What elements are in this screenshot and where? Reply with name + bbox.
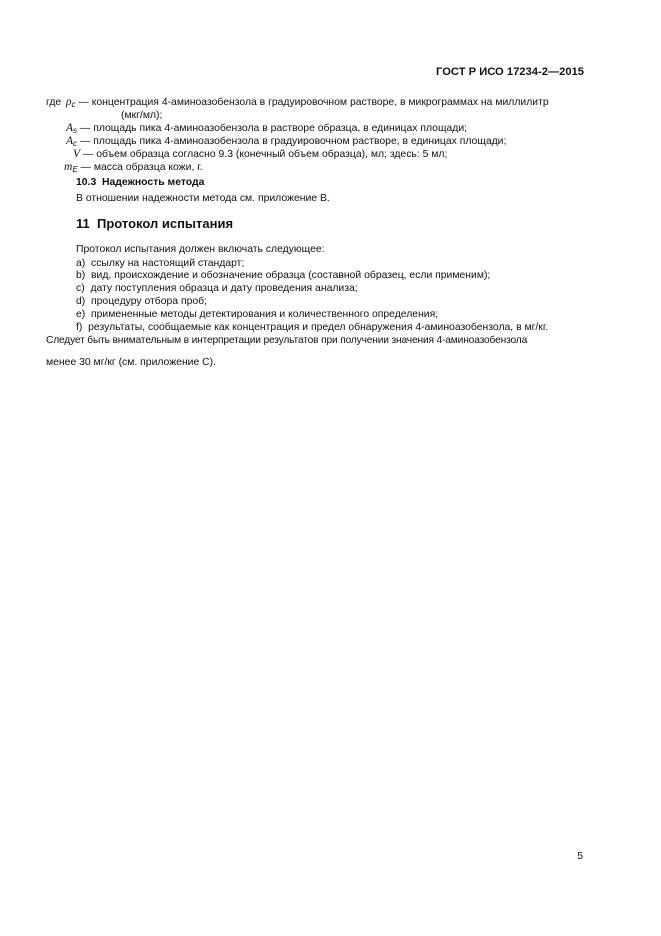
list-text: дату поступления образца и дату проведения анализа; [90,283,358,294]
legend-dash: — [79,123,91,134]
legend-symbol: A [66,122,74,134]
page-number: 5 [577,851,583,862]
list-text: результаты, сообщаемые как концентрация и предел обнаружения 4-аминоазобензола, в мг/кг. [88,322,549,333]
legend-intro: где [46,97,62,108]
legend-text: площадь пика 4-аминоазобензола в растворе образца, в единицах площади; [93,123,468,134]
list-item [76,282,358,295]
section-11-intro: Протокол испытания должен включать следующее: [76,244,325,255]
list-item [76,308,438,321]
legend-symbol: A [66,135,74,147]
list-marker: f) [76,322,83,333]
legend-item-continuation: (мкг/мл); [121,110,163,121]
list-marker: c) [76,283,85,294]
legend-symbol: V [73,148,81,160]
legend-text: концентрация 4-аминоазобензола в градуировочном растворе, в микрограммах на миллилитр [91,97,549,108]
list-marker: a) [76,258,86,269]
legend-symbol: m [64,161,73,173]
legend-subscript: s [73,126,78,135]
section-11-heading [76,216,233,232]
list-text: вид, происхождение и обозначение образца (составной образец, если применим); [91,270,491,281]
list-marker: b) [76,270,86,281]
legend-dash: — [78,97,89,108]
legend-subscript: c [71,100,76,109]
legend-text: площадь пика 4-аминоазобензола в градуировочном растворе, в единицах площади; [93,136,507,147]
list-text: ссылку на настоящий стандарт; [91,258,245,269]
legend-subscript: E [72,165,78,174]
legend-dash: — [82,149,94,160]
legend-symbol: ρ [66,96,72,108]
legend-dash: — [80,162,91,173]
legend-dash: — [79,136,91,147]
legend-text: объем образца согласно 9.3 (конечный объем образца), мл; здесь: 5 мл; [96,149,448,160]
section-10-3-text: В отношении надежности метода см. приложение В. [76,193,330,204]
section-10-3-heading [76,176,204,189]
legend-item-m-e [64,161,203,176]
list-item [76,321,548,334]
legend-subscript: c [73,139,78,148]
section-11-note-line-1: Следует быть внимательным в интерпретации результатов при получении значения 4-аминоазобензола [46,335,528,346]
list-item [76,269,490,282]
legend-text: масса образца кожи, г. [93,162,203,173]
section-title: Протокол испытания [96,216,234,231]
list-text: примененные методы детектирования и количественного определения; [91,309,439,320]
list-marker: d) [76,296,86,307]
list-item [76,295,207,308]
section-number: 10.3 [76,177,97,188]
list-marker: e) [76,309,86,320]
section-number: 11 [76,216,90,231]
section-title: Надежность метода [102,177,205,188]
list-text: процедуру отбора проб; [91,296,207,307]
document-header-standard: ГОСТ Р ИСО 17234-2—2015 [436,66,584,78]
section-11-note-line-2: менее 30 мг/кг (см. приложение С). [46,357,217,368]
